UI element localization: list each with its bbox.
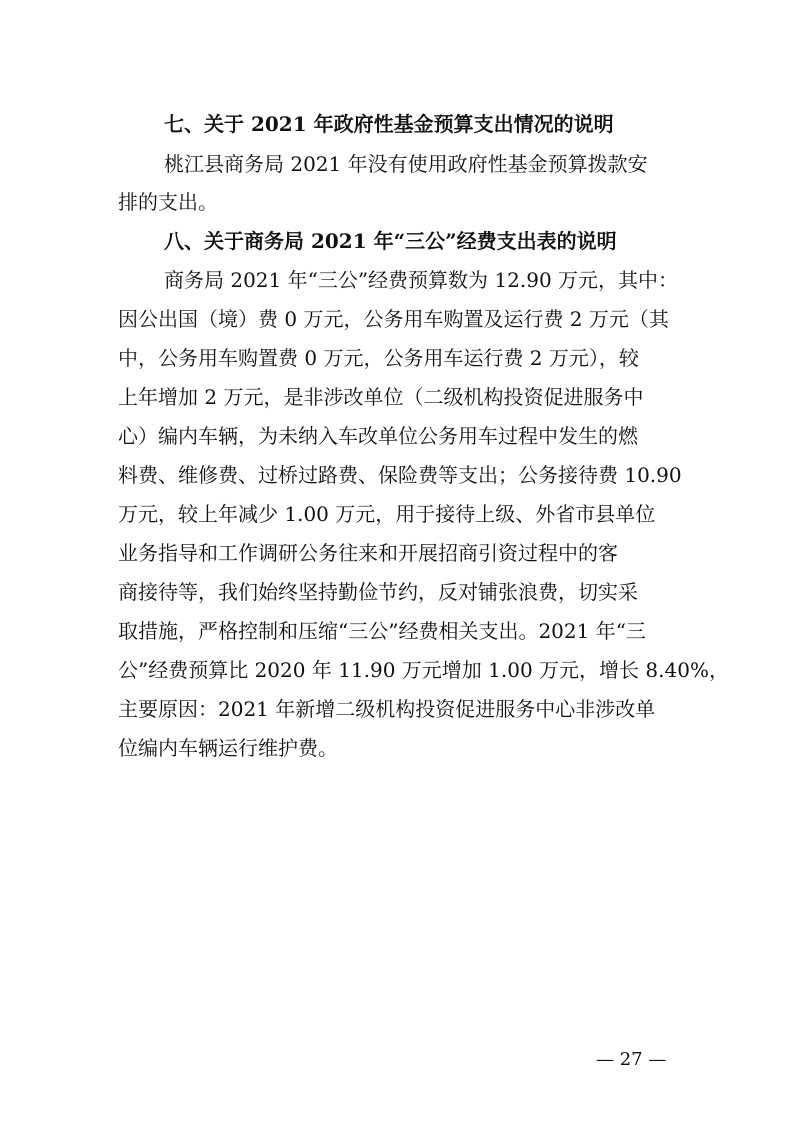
paragraph-line: 料费、维修费、过桥过路费、保险费等支出；公务接待费 10.90 (118, 463, 682, 487)
paragraph-line: 排的支出。 (118, 190, 218, 214)
paragraph-line: 中，公务用车购置费 0 万元，公务用车运行费 2 万元），较 (118, 346, 639, 370)
page-number: — 27 — (596, 1049, 667, 1070)
paragraph-line: 上年增加 2 万元，是非涉改单位（二级机构投资促进服务中 (118, 385, 644, 409)
paragraph-line: 业务指导和工作调研公务往来和开展招商引资过程中的客 (118, 541, 618, 565)
section-7-heading: 七、关于 2021 年政府性基金预算支出情况的说明 (164, 112, 614, 136)
paragraph-line: 位编内车辆运行维护费。 (118, 736, 338, 760)
paragraph-line: 万元，较上年减少 1.00 万元，用于接待上级、外省市县单位 (118, 502, 656, 526)
paragraph-line: 因公出国（境）费 0 万元，公务用车购置及运行费 2 万元（其 (118, 307, 669, 331)
paragraph-line: 心）编内车辆，为未纳入车改单位公务用车过程中发生的燃 (118, 424, 638, 448)
section-8-heading: 八、关于商务局 2021 年“三公”经费支出表的说明 (164, 229, 617, 253)
paragraph-line: 取措施，严格控制和压缩“三公”经费相关支出。2021 年“三 (118, 619, 646, 643)
paragraph-line: 桃江县商务局 2021 年没有使用政府性基金预算拨款安 (164, 152, 648, 176)
paragraph-line: 商接待等，我们始终坚持勤俭节约，反对铺张浪费，切实采 (118, 580, 638, 604)
paragraph-line: 公”经费预算比 2020 年 11.90 万元增加 1.00 万元，增长 8.40%， (118, 658, 729, 682)
paragraph-line: 商务局 2021 年“三公”经费预算数为 12.90 万元，其中： (164, 268, 679, 292)
paragraph-line: 主要原因：2021 年新增二级机构投资促进服务中心非涉改单 (118, 697, 656, 721)
